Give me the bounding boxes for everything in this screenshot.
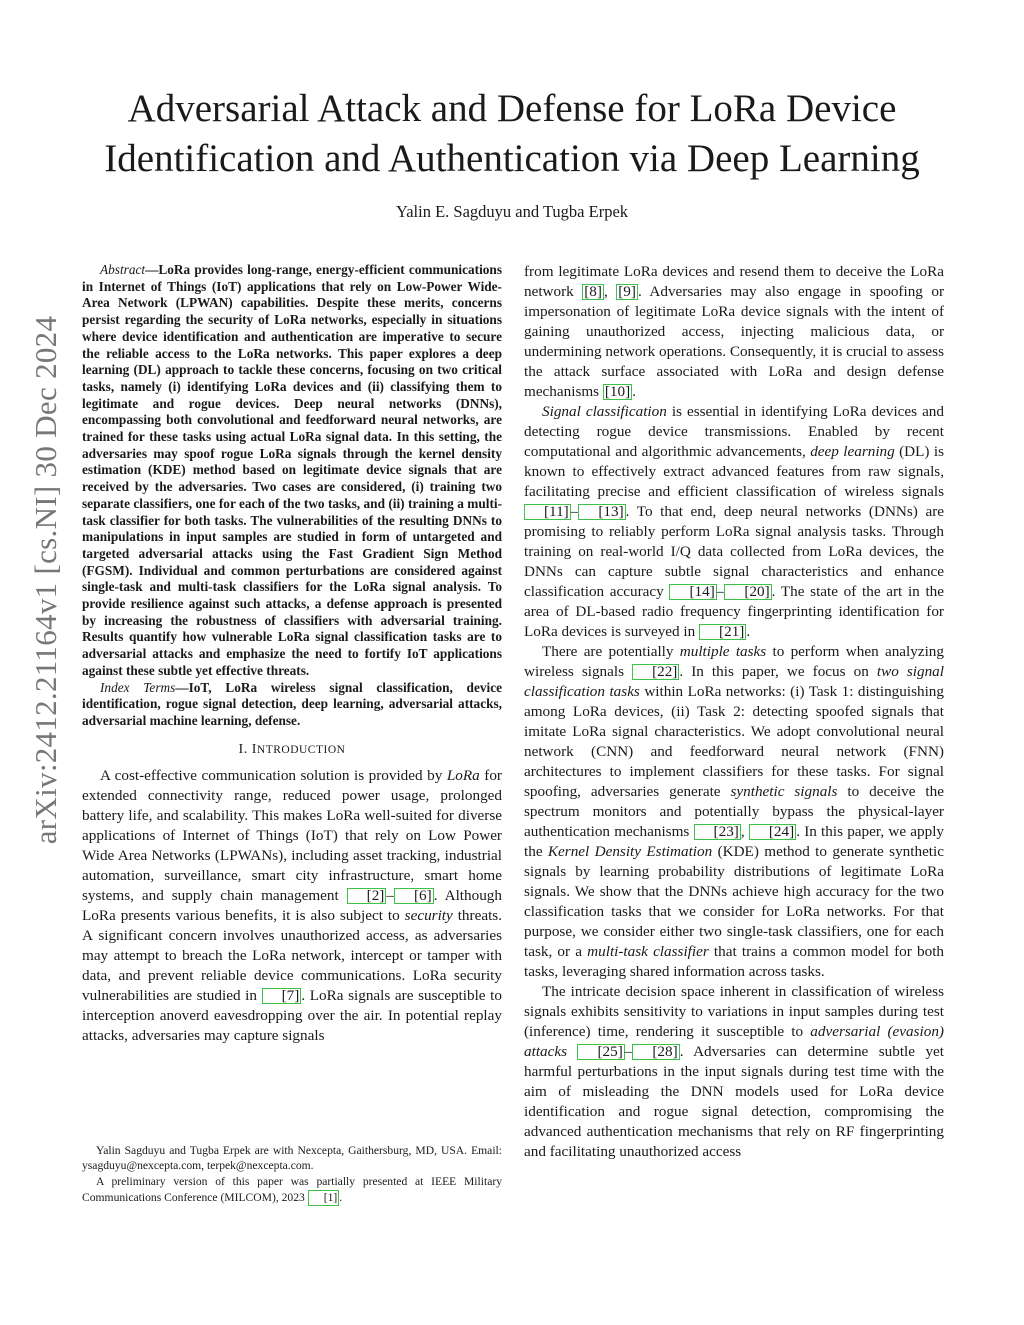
citation-link[interactable]: [24] (749, 824, 796, 840)
citation-link[interactable]: [14] (669, 584, 716, 600)
right-column (524, 262, 944, 1162)
footnote-affiliation: Yalin Sagduyu and Tugba Erpek are with Nexcepta, Gaithersburg, MD, USA. Email: ysagduyu@nexcepta.com, terpek@nexcepta.com. (82, 1144, 502, 1172)
index-terms-label: Index Terms (100, 679, 176, 695)
paper-title (60, 84, 964, 184)
citation-link[interactable]: [10] (604, 383, 631, 400)
citation-link[interactable]: [13] (578, 504, 625, 520)
title-line-1: Adversarial Attack and Defense for LoRa Device (127, 87, 897, 130)
arxiv-sidebar (26, 200, 66, 960)
intro-paragraph-1: A cost-effective communication solution is provided by LoRa for extended connectivity range, reduced power usage, prolonged battery life, and scalability. This makes LoRa well-suited for diverse applications of Internet of Things (IoT) that rely on Low Power Wide Area Networks (LPWANs), including asset tracking, industrial automation, surveillance, smart city infrastructure, smart home systems, and supply chain management [2] – [6] . Although LoRa presents various benefits, it is also subject to security threats. A significant concern involves unauthorized access, as adversaries may attempt to breach the LoRa network, intercept or tamper with data, and prevent reliable device communications. LoRa security vulnerabilities are studied in [7] . LoRa signals are susceptible to interception anoverd eavesdropping over the air. In potential replay attacks, adversaries may capture signals (82, 766, 502, 1044)
abstract (82, 262, 502, 680)
index-terms-text: —IoT, LoRa wireless signal classification, device identification, rogue signal detection, deep learning, adversarial attacks, adversarial machine learning, defense. (82, 679, 502, 728)
citation-link[interactable]: [9] (618, 283, 636, 300)
citation-link[interactable]: [21] (699, 624, 746, 640)
arxiv-identifier: arXiv:2412.21164v1 [cs.NI] 30 Dec 2024 (28, 315, 63, 845)
left-column (82, 262, 502, 1046)
footnote-preliminary: A preliminary version of this paper was partially presented at IEEE Military Communications Conference (MILCOM), 2023 [1] . (82, 1175, 502, 1204)
citation-link[interactable]: [23] (694, 824, 741, 840)
citation-link[interactable]: [22] (632, 664, 679, 680)
section-heading-introduction: I. INTRODUCTION (238, 741, 346, 757)
body-paragraph: Signal classification is essential in identifying LoRa devices and detecting rogue device transmissions. Enabled by recent computational and algorithmic advancements, deep learning (DL) is known to effectively extract advanced features from raw signals, facilitating precise and efficient classification of wireless signals [11] – [13] . To that end, deep neural networks (DNNs) are promising to reliably perform LoRa signal analysis tasks. Through training on real-world I/Q data collected from LoRa devices, the DNNs can capture subtle signal characteristics and enhance classification accuracy [14] – [20] . The state of the art in the area of DL-based radio frequency fingerprinting identification for LoRa devices is surveyed in [21] . (524, 403, 945, 640)
footnotes (82, 1144, 502, 1206)
body-paragraph: The intricate decision space inherent in classification of wireless signals exhibits sensitivity to variations in input samples during test (inference) time, rendering it susceptible to adversarial (evasion) attacks [25] – [28] . Adversaries can determine subtle yet harmful perturbations in the input signals during test time with the aim of misleading the DNN models used for LoRa device identification and rogue signal detection, compromising the advanced authentication mechanisms that rely on RF fingerprinting and facilitating unauthorized access (524, 983, 944, 1160)
citation-link[interactable]: [28] (632, 1044, 679, 1060)
title-line-2: Identification and Authentication via Deep Learning (104, 137, 920, 180)
citation-link[interactable]: [20] (724, 584, 771, 600)
body-paragraph: from legitimate LoRa devices and resend them to deceive the LoRa network [8] , [9] . Adversaries may also engage in spoofing or impersonation of legitimate LoRa device signals with the intent of gaining unauthorized access, injecting malicious data, or undermining network operations. Consequently, it is crucial to assess the attack surface associated with LoRa and design defense mechanisms [10] . (524, 263, 945, 400)
citation-link[interactable]: [8] (584, 283, 602, 300)
citation-link[interactable]: [11] (524, 504, 571, 520)
abstract-text: —LoRa provides long-range, energy-efficient communications in Internet of Things (IoT) applications that rely on Low-Power Wide-Area Network (LPWAN) capabilities. Despite these merits, concerns persist regarding the security of LoRa networks, especially in situations where device identification and authentication are imperative to secure the reliable access to the LoRa networks. This paper explores a deep learning (DL) approach to tackle these concerns, focusing on two critical tasks, namely (i) identifying LoRa devices and (ii) classifying them to legitimate and rogue devices. Deep neural networks (DNNs), encompassing both convolutional and feedforward neural networks, are trained for these tasks using actual LoRa signal data. In this setting, the adversaries may spoof rogue LoRa signals through the kernel density estimation (KDE) method based on legitimate device signals that are received by the adversaries. Two cases are considered, (i) training two separate classifiers, one for each of the two tasks, and (ii) training a multi-task classifier for both tasks. The vulnerabilities of the resulting DNNs to manipulations in input samples are studied in form of untargeted and targeted adversarial attacks using the Fast Gradient Sign Method (FGSM). Individual and common perturbations are considered against single-task and multi-task classifiers for the LoRa signal analysis. To provide resilience against such attacks, a defense approach is presented by increasing the robustness of classifiers with adversarial training. Results quantify how vulnerable LoRa signal classification tasks are to adversarial attacks and emphasize the need to fortify IoT applications against these subtle yet effective threats. (82, 262, 502, 678)
citation-link[interactable]: [25] (577, 1044, 624, 1060)
body-paragraph: There are potentially multiple tasks to perform when analyzing wireless signals [22] . In this paper, we focus on two signal classification tasks within LoRa networks: (i) Task 1: distinguishing among LoRa devices, (ii) Task 2: detecting spoofed signals that imitate LoRa signal characteristics. We adopt convolutional neural network (CNN) and feedforward neural network (FNN) architectures to implement classifiers for these tasks. For signal spoofing, adversaries generate synthetic signals to deceive the spectrum monitors and potentially bypass the physical-layer authentication mechanisms [23] , [24] . In this paper, we apply the Kernel Density Estimation (KDE) method to generate synthetic signals by learning probability distributions of legitimate LoRa signals. We show that the DNNs achieve high accuracy for the two classification tasks that we consider for LoRa networks. For that purpose, we consider either two single-task classifiers, one for each task, or a multi-task classifier that trains a common model for both tasks, leveraging shared information across tasks. (524, 643, 945, 980)
abstract-label: Abstract (100, 262, 146, 277)
authors: Yalin E. Sagduyu and Tugba Erpek (395, 202, 629, 221)
citation-link[interactable]: [7] (262, 988, 302, 1004)
citation-link[interactable]: [1] (308, 1190, 340, 1206)
index-terms (82, 680, 502, 730)
citation-link[interactable]: [6] (394, 888, 434, 904)
citation-link[interactable]: [2] (347, 888, 387, 904)
